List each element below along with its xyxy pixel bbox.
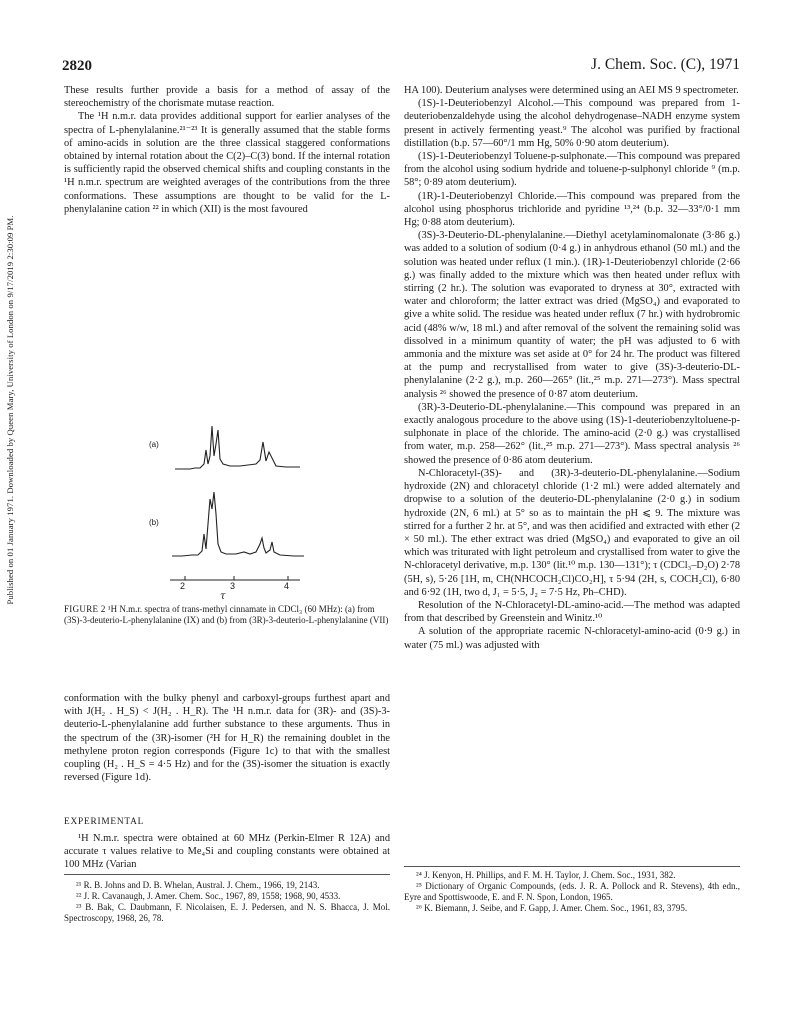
spectrum-b-trace xyxy=(172,492,304,556)
paragraph: (3R)-3-Deuterio-DL-phenylalanine.—This compound was prepared in an exactly analogous procedure to the above using (1S)-1-deuteriobenzyltoluene-p-sulphonate in place of the chloride. The amino-acid (2·0 g.) was crystallised from water, m.p. 258—262° (lit.,²⁵ m.p. 271—273°). Mass spectral analysis ²⁶ showed the presence of 0·86 atom deuterium. xyxy=(404,401,740,466)
paragraph: (1S)-1-Deuteriobenzyl Toluene-p-sulphonate.—This compound was prepared from the alcohol using sodium hydride and toluene-p-sulphonyl chloride ⁹ (m.p. 58°; 0·89 atom deuterium). xyxy=(404,151,740,189)
paragraph: (3S)-3-Deuterio-DL-phenylalanine.—Diethyl acetylaminomalonate (3·86 g.) was added to a solution of sodium (0·4 g.) in anhydrous ethanol (50 ml.) and the solution was heated under reflux (1 min.). (1R)-1-Deuteriobenzyl chloride (2·66 g.) was finally added to the mixture which was then heated under reflux with stirring (2 hr.). The solution was evaporated to dryness at 30°, extracted with water and chloroform; the latter extract was dried (MgSO₄) and evaporated to give a white solid. The residue was heated under reflux (7 hr.) with hydrobromic acid (48% w/w, 18 ml.) and after removal of the solvent the remaining solid was dissolved in a minimum quantity of water; the pH was adjusted to 6 with ammonia and the mixture was set aside at 0° for 24 hr. The product was filtered at the pump and recrystallised from water to give (3S)-3-deuterio-DL-phenylalanine (2·2 g.), m.p. 260—265° (lit.,²⁵ m.p. 271—273°). Mass spectral analysis ²⁶ showed the presence of 0·87 atom deuterium. xyxy=(404,230,740,400)
left-column-bottom xyxy=(64,692,390,784)
footnote: ²⁵ Dictionary of Organic Compounds, (eds. J. R. A. Pollock and R. Stevens), 4th edn., Eyre and Spottiswoode, E. and F. N. Spon, London, 1965. xyxy=(404,881,740,902)
footnotes-right xyxy=(404,870,740,914)
download-watermark xyxy=(3,150,17,670)
paragraph: (1S)-1-Deuteriobenzyl Alcohol.—This compound was prepared from 1-deuteriobenzaldehyde using the alcohol dehydrogenase–NADH enzyme system present in actively fermenting yeast.⁹ The alcohol was purified by fractional distillation (b.p. 57—60°/1 mm Hg, 50% 0·90 atom deuterium). xyxy=(404,98,740,149)
footnote: ²⁴ J. Kenyon, H. Phillips, and F. M. H. Taylor, J. Chem. Soc., 1931, 382. xyxy=(416,870,676,880)
caption-text: ¹H N.m.r. spectra of trans-methyl cinnamate in CDCl₃ (60 MHz): (a) from (3S)-3-deuterio-L-phenylalanine (IX) and (b) from (3R)-3-deuterio-L-phenylalanine (VII) xyxy=(64,604,389,625)
paragraph: Resolution of the N-Chloracetyl-DL-amino-acid.—The method was adapted from that described by Greenstein and Winitz.¹⁰ xyxy=(404,599,740,625)
axis-symbol: τ xyxy=(220,591,226,602)
nmr-figure xyxy=(60,414,400,604)
caption-label: FIGURE 2 xyxy=(64,604,106,614)
paragraph: conformation with the bulky phenyl and carboxyl-groups furthest apart and with J(H₂ . H_S) < J(H₂ . H_R). The ¹H n.m.r. data for (3R)- and (3S)-3-deuterio-L-phenylalanine add further substance to these arguments. Thus in the spectrum of the (3R)-isomer (²H for H_R) the remaining doublet in the methylene proton region corresponds (Figure 1c) to that with the smallest coupling (H₂ . H_S = 4·5 Hz) and for the (3S)-isomer the situation is exactly reversed (Figure 1d). xyxy=(64,693,390,784)
tick-label: 4 xyxy=(284,581,290,591)
nmr-spectra-plot xyxy=(60,414,400,604)
paragraph: A solution of the appropriate racemic N-chloracetyl-amino-acid (0·9 g.) in water (75 ml.) was adjusted with xyxy=(404,626,740,651)
tick-label: 2 xyxy=(180,581,186,591)
paragraph: N-Chloracetyl-(3S)- and (3R)-3-deuterio-DL-phenylalanine.—Sodium hydroxide (2N) and chloracetyl chloride (1·2 ml.) were added alternately and dropwise to a solution of the deuterio-DL-phenylalanine (2·0 g.) in sodium hydroxide (2N, 6 ml.) at 5° so as to maintain the pH ⩽ 9. The mixture was stirred for a further 2 hr. at 5°, and was then acidified and extracted with ether (2 × 50 ml.). The ether extract was dried (MgSO₄) and evaporated to give an oil which was triturated with light petroleum and crystallised from water to give the N-chloracetyl derivative, m.p. 130° (lit.¹⁰ m.p. 130—131°); τ (CDCl₃–D₂O) 2·78 (5H, s), 5·26 [1H, m, CH(NHCOCH₂Cl)CO₂H], τ 5·94 (2H, s, COCH₂Cl), 6·80 and 6·92 (1H, two d, J₁ = 5·5, J₂ = 7·5 Hz, Ph–CHD). xyxy=(404,467,740,598)
experimental-paragraph: ¹H N.m.r. spectra were obtained at 60 MHz (Perkin-Elmer R 12A) and accurate τ values relative to Me₄Si and coupling constants were obtained at 100 MHz (Varian xyxy=(64,833,390,871)
experimental-heading: EXPERIMENTAL xyxy=(64,817,145,827)
figure-caption xyxy=(64,604,390,626)
footnote-rule xyxy=(64,874,390,875)
spectrum-a-trace xyxy=(175,426,300,469)
footnote: ²² J. R. Cavanaugh, J. Amer. Chem. Soc., 1967, 89, 1558; 1968, 90, 4533. xyxy=(76,891,341,901)
paragraph: (1R)-1-Deuteriobenzyl Chloride.—This compound was prepared from the alcohol using phosphorus trichloride and pyridine ¹³,²⁴ (b.p. 32—33°/0·1 mm Hg; 0·88 atom deuterium). xyxy=(404,190,740,229)
tick-label: 3 xyxy=(230,581,236,591)
page-number: 2820 xyxy=(62,58,92,74)
left-column-top xyxy=(64,84,390,216)
spectrum-a-label: (a) xyxy=(149,440,159,449)
footnote: ²¹ R. B. Johns and D. B. Whelan, Austral. J. Chem., 1966, 19, 2143. xyxy=(76,880,320,890)
journal-header: J. Chem. Soc. (C), 1971 xyxy=(591,56,740,73)
footnote-rule xyxy=(404,866,740,867)
footnotes-left xyxy=(64,880,390,924)
spectrum-b-label: (b) xyxy=(149,518,159,527)
paragraph: The ¹H n.m.r. data provides additional support for earlier analyses of the spectra of L-phenylalanine.²¹⁻²³ It is generally assumed that the stable forms of amino-acids in solution are the three classical staggered conformations obtained by internal rotation about the C(2)–C(3) bond. If the internal rotation is sufficiently rapid the observed chemical shifts and coupling constants in the ¹H n.m.r. spectrum are weighted averages of the contributions from the three conformations. These assumptions are thought to be valid for the L-phenylalanine cation ²² in which (XII) is the most favoured xyxy=(64,111,390,215)
footnote: ²⁶ K. Biemann, J. Seibe, and F. Gapp, J. Amer. Chem. Soc., 1961, 83, 3795. xyxy=(416,903,688,913)
right-column xyxy=(404,84,740,652)
footnote: ²³ B. Bak, C. Daubmann, F. Nicolaisen, E. J. Pedersen, and N. S. Bhacca, J. Mol. Spectroscopy, 1968, 26, 78. xyxy=(64,902,390,923)
paragraph: These results further provide a basis for a method of assay of the stereochemistry of the chorismate mutase reaction. xyxy=(64,85,390,110)
download-note: Published on 01 January 1971. Downloaded by Queen Mary, University of London on 9/17/2019 2:30:09 PM. xyxy=(5,215,15,605)
paragraph: HA 100). Deuterium analyses were determined using an AEI MS 9 spectrometer. xyxy=(404,85,739,96)
